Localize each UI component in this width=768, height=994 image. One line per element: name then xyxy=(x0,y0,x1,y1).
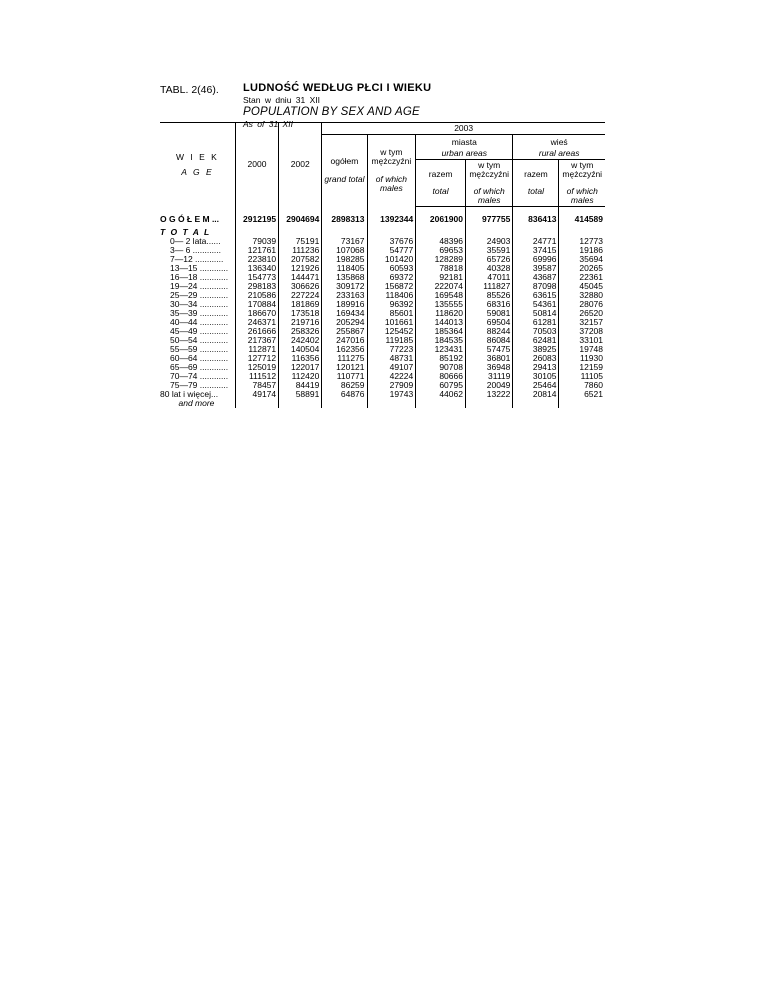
cell-value: 92181 xyxy=(416,273,466,282)
cell-value: 25464 xyxy=(513,381,559,390)
cell-value: 49107 xyxy=(367,363,416,372)
cell-value: 261666 xyxy=(235,327,278,336)
header-rural-en: rural areas xyxy=(513,148,605,160)
cell-value: 87098 xyxy=(513,282,559,291)
cell-value: 414589 xyxy=(559,207,605,229)
total-label-en: T O T A L xyxy=(160,227,211,237)
cell-value: 217367 xyxy=(235,336,278,345)
cell-value: 118405 xyxy=(322,264,367,273)
cell-value: 110771 xyxy=(322,372,367,381)
cell-value: 26083 xyxy=(513,354,559,363)
row-label: 7—12 ............ xyxy=(170,254,224,264)
cell-value: 258326 xyxy=(279,327,322,336)
cell-value: 2904694 xyxy=(279,207,322,229)
cell-value: 90708 xyxy=(416,363,466,372)
header-urban-males: w tym mężczyźni of which males xyxy=(465,160,512,207)
cell-value: 135868 xyxy=(322,273,367,282)
row-label: 0— 2 lata...... xyxy=(170,236,221,246)
cell-value: 37415 xyxy=(513,246,559,255)
cell-value: 50814 xyxy=(513,309,559,318)
cell-value: 75191 xyxy=(279,237,322,246)
cell-value: 39587 xyxy=(513,264,559,273)
row-label: 25—29 ............ xyxy=(170,290,229,300)
cell-value: 223810 xyxy=(235,255,278,264)
cell-value: 127712 xyxy=(235,354,278,363)
cell-value: 118406 xyxy=(367,291,416,300)
cell-value: 54361 xyxy=(513,300,559,309)
cell-value: 205294 xyxy=(322,318,367,327)
cell-value: 2061900 xyxy=(416,207,466,229)
cell-value: 20049 xyxy=(465,381,512,390)
cell-value: 306626 xyxy=(279,282,322,291)
header-urban: miasta xyxy=(416,135,513,149)
cell-value: 122017 xyxy=(279,363,322,372)
cell-value: 198285 xyxy=(322,255,367,264)
cell-value: 85192 xyxy=(416,354,466,363)
cell-value: 11930 xyxy=(559,354,605,363)
cell-value: 61281 xyxy=(513,318,559,327)
cell-value: 12773 xyxy=(559,237,605,246)
cell-value: 28076 xyxy=(559,300,605,309)
cell-value: 111236 xyxy=(279,246,322,255)
and-more-label: and more xyxy=(178,398,215,408)
cell-value: 181869 xyxy=(279,300,322,309)
cell-value: 37676 xyxy=(367,237,416,246)
cell-value: 69504 xyxy=(465,318,512,327)
cell-value: 7860 xyxy=(559,381,605,390)
cell-value: 111827 xyxy=(465,282,512,291)
cell-value: 44062 xyxy=(416,390,466,399)
row-label: 70—74 ............ xyxy=(170,371,229,381)
empty-cell xyxy=(322,399,367,408)
cell-value: 78818 xyxy=(416,264,466,273)
cell-value: 255867 xyxy=(322,327,367,336)
cell-value: 40328 xyxy=(465,264,512,273)
cell-value: 54777 xyxy=(367,246,416,255)
cell-value: 169548 xyxy=(416,291,466,300)
empty-cell xyxy=(235,399,278,408)
cell-value: 35694 xyxy=(559,255,605,264)
header-2000: 2000 xyxy=(235,123,278,207)
cell-value: 60593 xyxy=(367,264,416,273)
cell-value: 42224 xyxy=(367,372,416,381)
cell-value: 219716 xyxy=(279,318,322,327)
cell-value: 222074 xyxy=(416,282,466,291)
cell-value: 170884 xyxy=(235,300,278,309)
cell-value: 162356 xyxy=(322,345,367,354)
cell-value: 19743 xyxy=(367,390,416,399)
cell-value: 977755 xyxy=(465,207,512,229)
cell-value: 49174 xyxy=(235,390,278,399)
cell-value: 43687 xyxy=(513,273,559,282)
cell-value: 86084 xyxy=(465,336,512,345)
cell-value: 227224 xyxy=(279,291,322,300)
row-label: 3— 6 ............ xyxy=(170,245,222,255)
cell-value: 63615 xyxy=(513,291,559,300)
cell-value: 185364 xyxy=(416,327,466,336)
subtitle-english: As of 31 XII xyxy=(243,119,293,129)
cell-value: 69653 xyxy=(416,246,466,255)
table-body xyxy=(160,207,605,409)
cell-value: 37208 xyxy=(559,327,605,336)
cell-value: 88244 xyxy=(465,327,512,336)
cell-value: 31119 xyxy=(465,372,512,381)
cell-value: 85601 xyxy=(367,309,416,318)
table-number: TABL. 2(46). xyxy=(160,84,219,96)
cell-value: 68316 xyxy=(465,300,512,309)
cell-value: 20265 xyxy=(559,264,605,273)
cell-value: 1392344 xyxy=(367,207,416,229)
row-label: 35—39 ............ xyxy=(170,308,229,318)
cell-value: 125019 xyxy=(235,363,278,372)
empty-cell xyxy=(367,399,416,408)
title-polish: LUDNOŚĆ WEDŁUG PŁCI I WIEKU xyxy=(243,82,432,94)
cell-value: 62481 xyxy=(513,336,559,345)
cell-value: 233163 xyxy=(322,291,367,300)
cell-value: 30105 xyxy=(513,372,559,381)
cell-value: 29413 xyxy=(513,363,559,372)
cell-value: 107068 xyxy=(322,246,367,255)
cell-value: 77223 xyxy=(367,345,416,354)
and-more-row xyxy=(160,399,605,408)
header-age: W I E K A G E xyxy=(160,123,235,207)
cell-value: 59081 xyxy=(465,309,512,318)
cell-value: 32157 xyxy=(559,318,605,327)
header-2003: 2003 xyxy=(322,123,605,135)
cell-value: 2912195 xyxy=(235,207,278,229)
cell-value: 48396 xyxy=(416,237,466,246)
cell-value: 156872 xyxy=(367,282,416,291)
cell-value: 12159 xyxy=(559,363,605,372)
total-row xyxy=(160,207,605,229)
cell-value: 135555 xyxy=(416,300,466,309)
cell-value: 144013 xyxy=(416,318,466,327)
cell-value: 70503 xyxy=(513,327,559,336)
cell-value: 36948 xyxy=(465,363,512,372)
cell-value: 242402 xyxy=(279,336,322,345)
cell-value: 111512 xyxy=(235,372,278,381)
cell-value: 47011 xyxy=(465,273,512,282)
header-rural: wieś xyxy=(513,135,605,149)
cell-value: 6521 xyxy=(559,390,605,399)
row-label: 50—54 ............ xyxy=(170,335,229,345)
cell-value: 20814 xyxy=(513,390,559,399)
cell-value: 13222 xyxy=(465,390,512,399)
row-label: 60—64 ............ xyxy=(170,353,229,363)
cell-value: 112871 xyxy=(235,345,278,354)
cell-value: 140504 xyxy=(279,345,322,354)
empty-cell xyxy=(513,399,559,408)
cell-value: 186670 xyxy=(235,309,278,318)
cell-value: 38925 xyxy=(513,345,559,354)
cell-value: 101420 xyxy=(367,255,416,264)
cell-value: 169434 xyxy=(322,309,367,318)
empty-cell xyxy=(465,399,512,408)
row-label: 30—34 ............ xyxy=(170,299,229,309)
cell-value: 33101 xyxy=(559,336,605,345)
row-label: 45—49 ............ xyxy=(170,326,229,336)
cell-value: 119185 xyxy=(367,336,416,345)
empty-cell xyxy=(559,399,605,408)
subtitle-polish: Stan w dniu 31 XII xyxy=(243,95,320,105)
cell-value: 247016 xyxy=(322,336,367,345)
row-label: 80 lat i więcej... xyxy=(160,389,219,399)
header-rural-males: w tym mężczyźni of which males xyxy=(559,160,605,207)
cell-value: 58891 xyxy=(279,390,322,399)
cell-value: 207582 xyxy=(279,255,322,264)
cell-value: 96392 xyxy=(367,300,416,309)
cell-value: 48731 xyxy=(367,354,416,363)
cell-value: 112420 xyxy=(279,372,322,381)
cell-value: 65726 xyxy=(465,255,512,264)
cell-value: 836413 xyxy=(513,207,559,229)
header-2002: 2002 xyxy=(279,123,322,207)
cell-value: 116356 xyxy=(279,354,322,363)
cell-value: 79039 xyxy=(235,237,278,246)
cell-value: 36801 xyxy=(465,354,512,363)
row-label: 19—24 ............ xyxy=(170,281,229,291)
cell-value: 189916 xyxy=(322,300,367,309)
cell-value: 120121 xyxy=(322,363,367,372)
cell-value: 85526 xyxy=(465,291,512,300)
empty-cell xyxy=(416,399,466,408)
cell-value: 64876 xyxy=(322,390,367,399)
cell-value: 27909 xyxy=(367,381,416,390)
header-of-which-males: w tym mężczyźni of which males xyxy=(367,135,416,207)
empty-cell xyxy=(279,399,322,408)
cell-value: 246371 xyxy=(235,318,278,327)
title-english: POPULATION BY SEX AND AGE xyxy=(243,106,420,118)
cell-value: 309172 xyxy=(322,282,367,291)
cell-value: 45045 xyxy=(559,282,605,291)
cell-value: 84419 xyxy=(279,381,322,390)
table-header xyxy=(160,123,605,207)
cell-value: 69372 xyxy=(367,273,416,282)
row-label: O G Ó Ł E M ... xyxy=(160,213,220,224)
cell-value: 121761 xyxy=(235,246,278,255)
row-label: 65—69 ............ xyxy=(170,362,229,372)
cell-value: 125452 xyxy=(367,327,416,336)
header-rural-total: razem total xyxy=(513,160,559,207)
cell-value: 184535 xyxy=(416,336,466,345)
cell-value: 144471 xyxy=(279,273,322,282)
cell-value: 101661 xyxy=(367,318,416,327)
cell-value: 128289 xyxy=(416,255,466,264)
cell-value: 123431 xyxy=(416,345,466,354)
cell-value: 86259 xyxy=(322,381,367,390)
cell-value: 80666 xyxy=(416,372,466,381)
header-grand-total: ogółem grand total xyxy=(322,135,367,207)
cell-value: 22361 xyxy=(559,273,605,282)
cell-value: 57475 xyxy=(465,345,512,354)
header-urban-total: razem total xyxy=(416,160,466,207)
cell-value: 173518 xyxy=(279,309,322,318)
table-row xyxy=(160,390,605,399)
cell-value: 35591 xyxy=(465,246,512,255)
cell-value: 60795 xyxy=(416,381,466,390)
cell-value: 73167 xyxy=(322,237,367,246)
row-label: 13—15 ............ xyxy=(170,263,229,273)
cell-value: 121926 xyxy=(279,264,322,273)
header-urban-en: urban areas xyxy=(416,148,513,160)
row-label: 40—44 ............ xyxy=(170,317,229,327)
cell-value: 69996 xyxy=(513,255,559,264)
cell-value: 298183 xyxy=(235,282,278,291)
row-label: 75—79 ............ xyxy=(170,380,229,390)
cell-value: 26520 xyxy=(559,309,605,318)
cell-value: 11105 xyxy=(559,372,605,381)
cell-value: 111275 xyxy=(322,354,367,363)
row-label: 16—18 ............ xyxy=(170,272,229,282)
cell-value: 136340 xyxy=(235,264,278,273)
cell-value: 24903 xyxy=(465,237,512,246)
cell-value: 24771 xyxy=(513,237,559,246)
population-table xyxy=(160,122,605,408)
cell-value: 19748 xyxy=(559,345,605,354)
cell-value: 2898313 xyxy=(322,207,367,229)
cell-value: 78457 xyxy=(235,381,278,390)
cell-value: 118620 xyxy=(416,309,466,318)
cell-value: 32880 xyxy=(559,291,605,300)
cell-value: 154773 xyxy=(235,273,278,282)
cell-value: 210586 xyxy=(235,291,278,300)
cell-value: 19186 xyxy=(559,246,605,255)
row-label: 55—59 ............ xyxy=(170,344,229,354)
